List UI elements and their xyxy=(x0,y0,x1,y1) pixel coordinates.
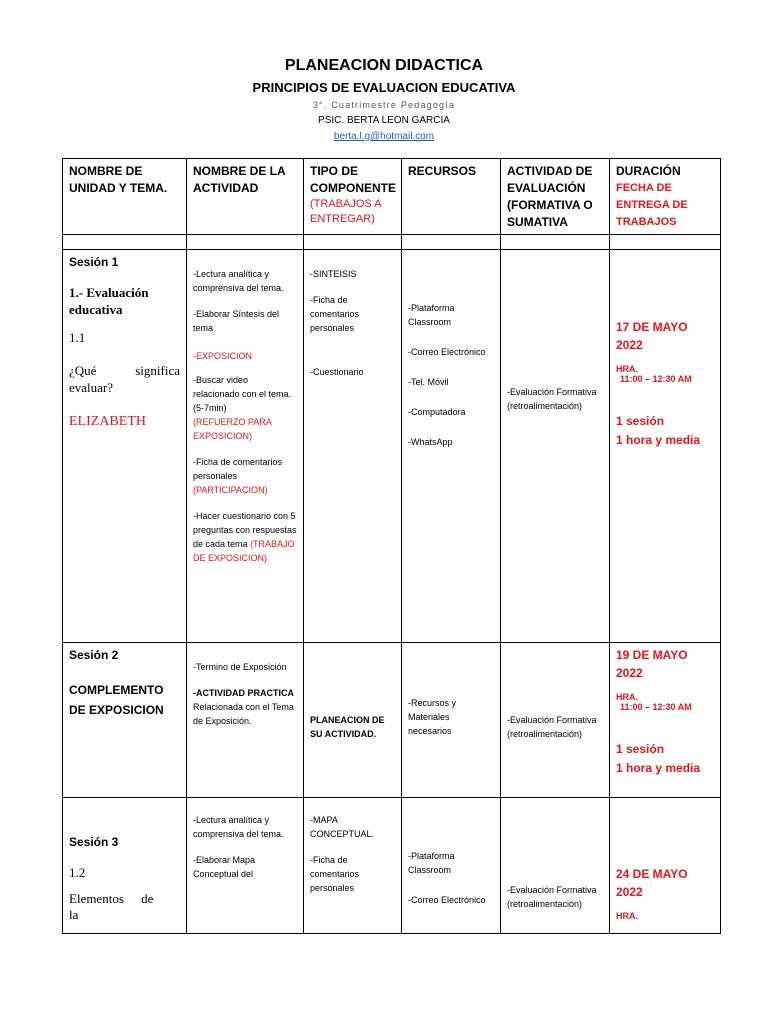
due-date: 24 DE MAYO 2022 xyxy=(616,867,688,899)
planning-table xyxy=(62,158,721,934)
col-header-activity: NOMBRE DE LA ACTIVIDAD xyxy=(187,159,304,235)
component-note: (TRABAJOS A ENTREGAR) xyxy=(310,198,381,225)
duration-cell: 19 DE MAYO 2022 HRA. 11:00 – 12:30 AM 1 sesión 1 hora y media xyxy=(610,643,721,798)
table-row xyxy=(63,798,721,934)
resources-cell: -Plataforma Classroom -Correo Electrónico xyxy=(402,798,501,934)
topic-title: Elementos de la xyxy=(69,891,154,922)
class-time: 11:00 – 12:30 AM xyxy=(620,702,692,712)
session-label: Sesión 1 xyxy=(69,255,119,269)
topic-title: COMPLEMENTO DE EXPOSICION xyxy=(69,683,164,717)
topic-question: ¿Qué significa evaluar? xyxy=(69,363,180,395)
topic-title: 1.- Evaluación educativa xyxy=(69,285,149,317)
duration-note: FECHA DE ENTREGA DE TRABAJOS xyxy=(616,182,688,228)
teacher-name: PSIC. BERTA LEON GARCIA xyxy=(318,115,450,126)
evaluation-cell: -Evaluación Formativa (retroalimentación) xyxy=(501,250,610,643)
document-subtitle: PRINCIPIOS DE EVALUACION EDUCATIVA xyxy=(252,80,516,95)
topic-number: 1.1 xyxy=(69,330,86,345)
resources-cell: -Recursos y Materiales necesarios xyxy=(402,643,501,798)
evaluation-cell: -Evaluación Formativa (retroalimentación) xyxy=(501,798,610,934)
cuatrimestre-label: 3°. Cuatrimestre Pedagogía xyxy=(312,100,456,110)
due-date: 19 DE MAYO 2022 xyxy=(616,648,688,680)
unit-cell xyxy=(63,643,187,798)
session-label: Sesión 2 xyxy=(69,648,119,662)
table-row xyxy=(63,643,721,798)
col-header-component: TIPO DE COMPONENTE (TRABAJOS A ENTREGAR) xyxy=(304,159,402,235)
session-label: Sesión 3 xyxy=(69,835,119,849)
table-row xyxy=(63,250,721,643)
teacher-email-link[interactable]: berta.l.g@hotmail.com xyxy=(333,131,435,142)
unit-cell xyxy=(63,798,187,934)
activity-cell: -Termino de Exposición -ACTIVIDAD PRACTICA Relacionada con el Tema de Exposición. xyxy=(187,643,304,798)
activity-cell: -Lectura analítica y comprensiva del tema. -Elaborar Mapa Conceptual del xyxy=(187,798,304,934)
due-date: 17 DE MAYO 2022 xyxy=(616,320,688,352)
col-header-evaluation: ACTIVIDAD DE EVALUACIÓN (FORMATIVA O SUMATIVA xyxy=(501,159,610,235)
duration-cell: 17 DE MAYO 2022 HRA. 11:00 – 12:30 AM 1 sesión 1 hora y media xyxy=(610,250,721,643)
table-header-row xyxy=(63,159,721,235)
resources-cell: -Plataforma Classroom -Correo Electrónico -Tel. Móvil -Computadora -WhatsApp xyxy=(402,250,501,643)
evaluation-cell: -Evaluación Formativa (retroalimentación) xyxy=(501,643,610,798)
unit-cell xyxy=(63,250,187,643)
col-header-duration: DURACIÓN FECHA DE ENTREGA DE TRABAJOS xyxy=(610,159,721,235)
component-cell: -MAPA CONCEPTUAL. -Ficha de comentarios personales xyxy=(304,798,402,934)
component-cell: -SINTEISIS -Ficha de comentarios personales -Cuestionario xyxy=(304,250,402,643)
duration-cell: 24 DE MAYO 2022 HRA. xyxy=(610,798,721,934)
student-name: ELIZABETH xyxy=(69,414,146,429)
activity-cell: -Lectura analítica y comprensiva del tema. -Elaborar Síntesis del tema -EXPOSICION -Buscar video relacionado con el tema. (5-7min) (REFUERZO PARA EXPOSICION) -Ficha de comentarios personales (PARTICIPACION) -Hacer cuestionario con 5 preguntas con respuestas de cada tema (TRABAJO DE EXPOSICION) xyxy=(187,250,304,643)
table-spacer-row xyxy=(63,235,721,250)
component-cell: PLANEACION DE SU ACTIVIDAD. xyxy=(304,643,402,798)
document-title: PLANEACION DIDACTICA xyxy=(284,57,484,74)
topic-number: 1.2 xyxy=(69,865,86,880)
class-time: 11:00 – 12:30 AM xyxy=(620,374,692,384)
col-header-unit: NOMBRE DE UNIDAD Y TEMA. xyxy=(63,159,187,235)
col-header-resources: RECURSOS xyxy=(402,159,501,235)
